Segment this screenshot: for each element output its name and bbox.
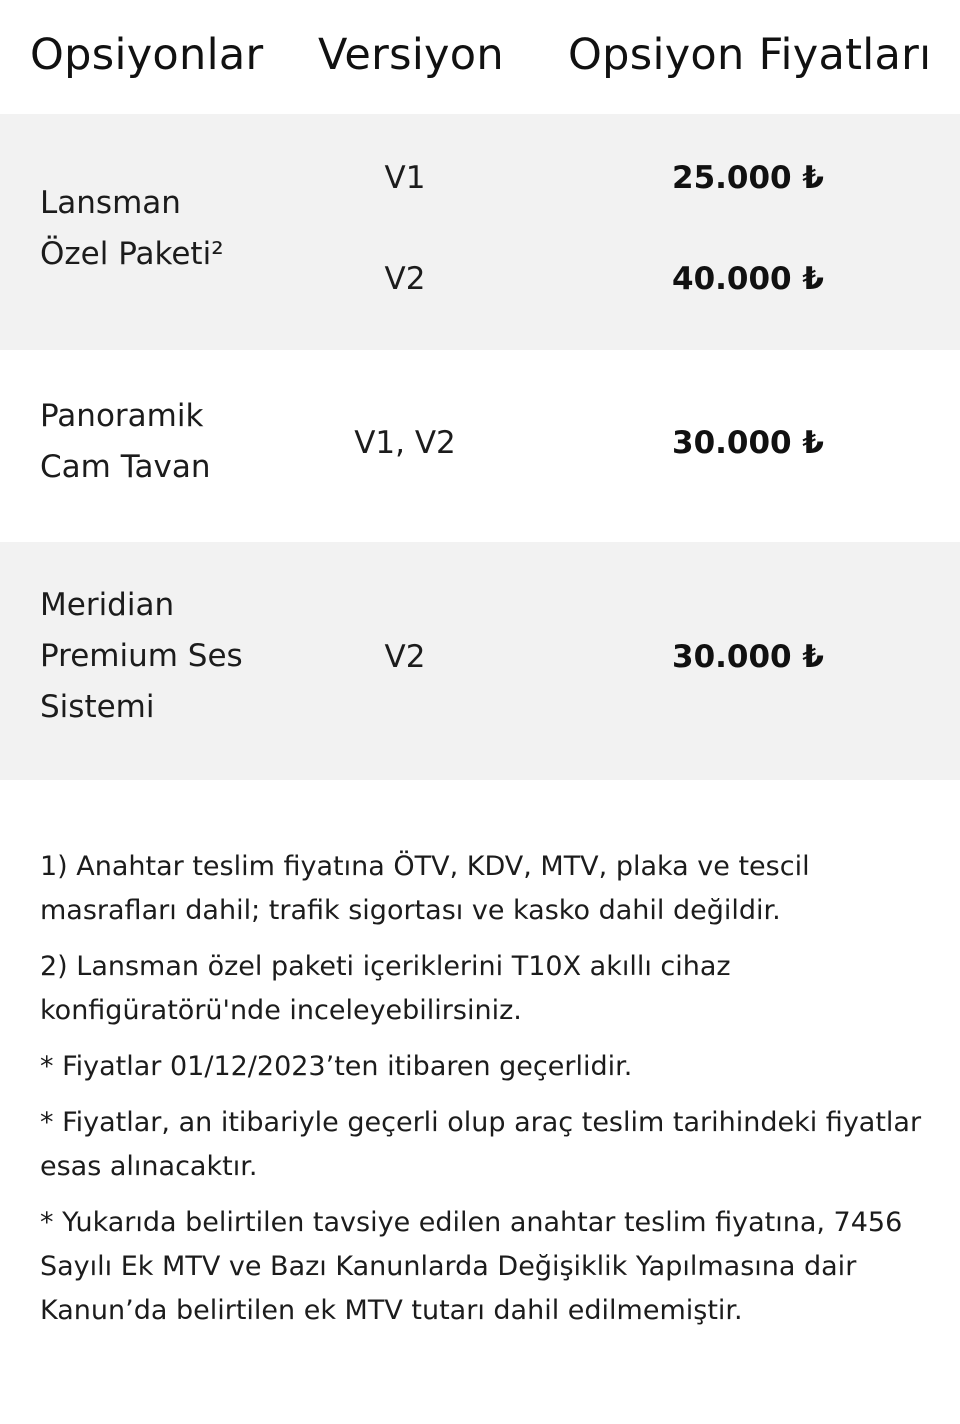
version-cell: V2 (384, 639, 426, 675)
option-name (40, 391, 211, 493)
table-row (0, 350, 960, 542)
option-name-line: Özel Paketi² (40, 236, 224, 272)
footnote: 2) Lansman özel paketi içeriklerini T10X akıllı cihaz konfigüratörü'nde inceleyebilirsiniz. (40, 951, 731, 1026)
option-name (40, 178, 224, 280)
price-cell: 25.000 ₺ (672, 160, 824, 196)
option-name-line: Panoramik (40, 398, 204, 434)
footnote: * Fiyatlar 01/12/2023’ten itibaren geçerlidir. (40, 1051, 633, 1082)
table-row (0, 542, 960, 780)
option-name-line: Premium Ses (40, 638, 243, 674)
footnote: * Yukarıda belirtilen tavsiye edilen anahtar teslim fiyatına, 7456 Sayılı Ek MTV ve Bazı Kanunlarda Değişiklik Yapılmasına dair Kanun’da belirtilen ek MTV tutarı dahil edilmemiştir. (40, 1207, 903, 1326)
footnote: * Fiyatlar, an itibariyle geçerli olup araç teslim tarihindeki fiyatlar esas alınacaktır. (40, 1107, 922, 1182)
price-cell: 30.000 ₺ (672, 639, 824, 675)
option-name-line: Meridian (40, 587, 175, 623)
version-cell: V1 (384, 160, 426, 196)
table-row (0, 114, 960, 350)
price-cell: 30.000 ₺ (672, 425, 824, 461)
version-cell: V1, V2 (354, 425, 456, 461)
footnotes (40, 845, 930, 1345)
header-version: Versiyon (318, 30, 504, 80)
header-options: Opsiyonlar (30, 30, 264, 80)
option-name-line: Lansman (40, 185, 181, 221)
price-cell: 40.000 ₺ (672, 261, 824, 297)
footnote: 1) Anahtar teslim fiyatına ÖTV, KDV, MTV, plaka ve tescil masrafları dahil; trafik sigortası ve kasko dahil değildir. (40, 851, 810, 926)
option-name (40, 580, 243, 733)
version-cell: V2 (384, 261, 426, 297)
table-header (0, 0, 960, 114)
option-name-line: Cam Tavan (40, 449, 211, 485)
header-prices: Opsiyon Fiyatları (568, 30, 932, 80)
option-name-line: Sistemi (40, 689, 155, 725)
